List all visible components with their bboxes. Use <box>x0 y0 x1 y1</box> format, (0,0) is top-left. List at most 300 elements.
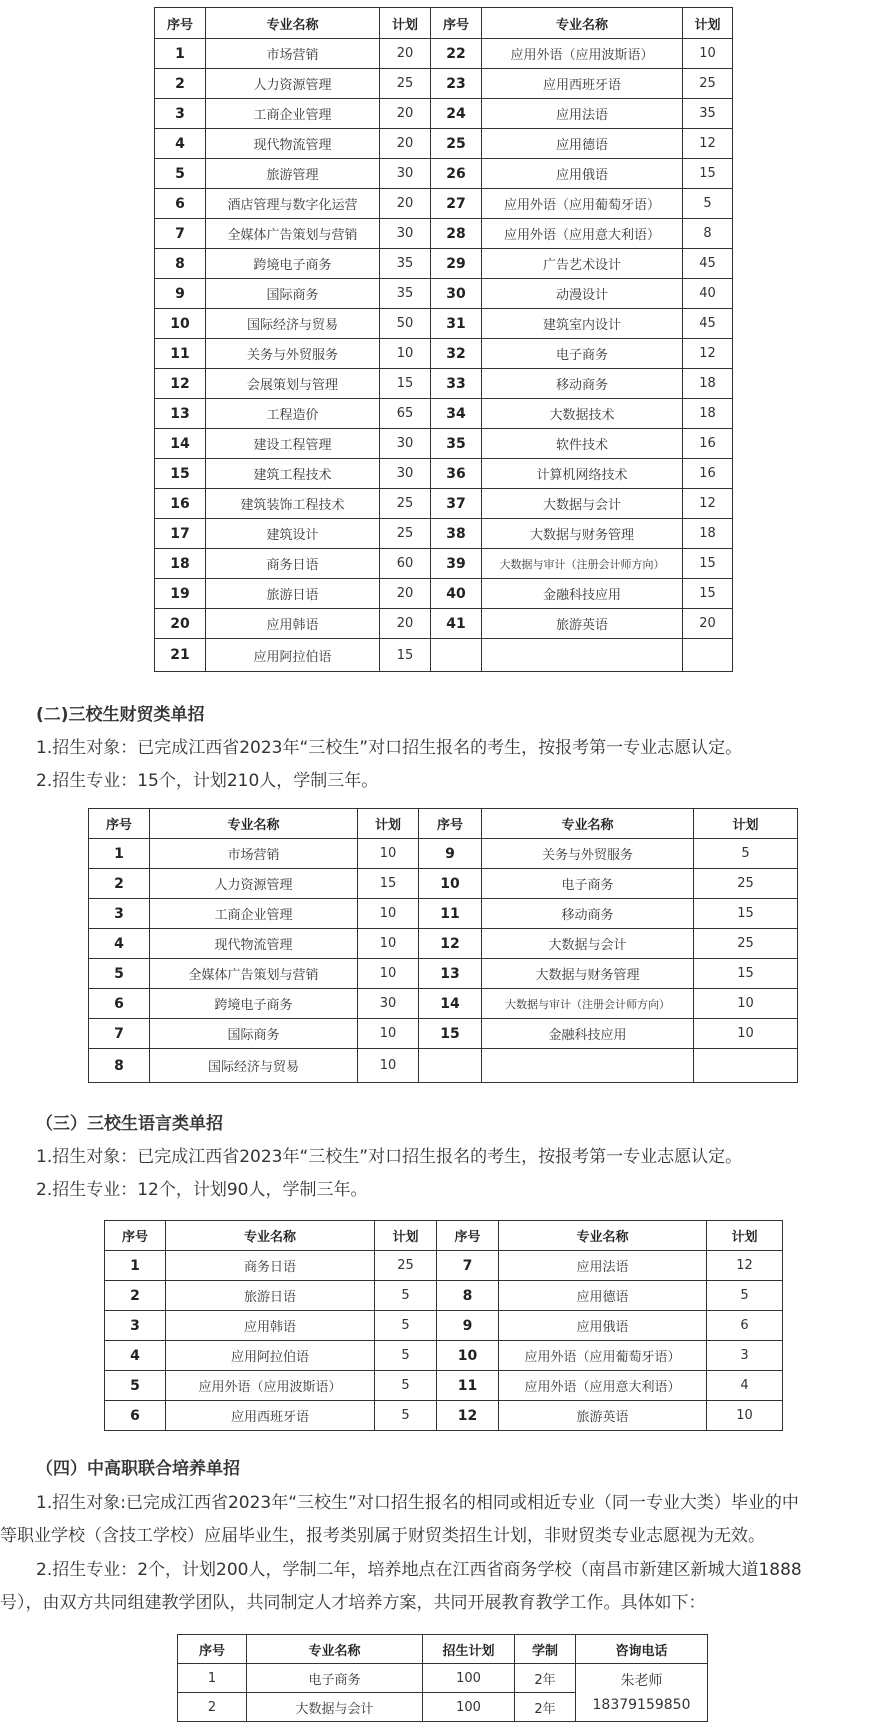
cell-plan: 12 <box>707 1251 783 1281</box>
cell-plan: 15 <box>380 369 431 399</box>
cell-seq: 14 <box>155 429 206 459</box>
table-header-row <box>178 1635 708 1664</box>
cell-plan: 5 <box>375 1401 437 1431</box>
header-seq: 序号 <box>419 809 482 839</box>
cell-plan: 10 <box>358 959 419 989</box>
cell-major: 旅游管理 <box>206 159 380 189</box>
table-row <box>89 839 798 869</box>
cell-plan: 5 <box>375 1341 437 1371</box>
section-3-line-1: 1.招生对象：已完成江西省2023年“三校生”对口招生报名的考生，按报考第一专业志愿认定。 <box>36 1147 743 1167</box>
cell-seq: 11 <box>155 339 206 369</box>
cell-major: 大数据与财务管理 <box>482 959 694 989</box>
table-row <box>155 489 733 519</box>
cell-major: 应用法语 <box>499 1251 707 1281</box>
table-row <box>155 399 733 429</box>
cell-seq: 9 <box>437 1311 499 1341</box>
cell-seq: 3 <box>105 1311 166 1341</box>
cell-seq: 22 <box>431 39 482 69</box>
header-plan: 计划 <box>380 8 431 39</box>
cell-seq: 4 <box>155 129 206 159</box>
cell-plan: 10 <box>358 1019 419 1049</box>
table-row <box>89 989 798 1019</box>
table-row <box>178 1664 708 1693</box>
cell-major: 大数据与审计（注册会计师方向） <box>482 549 683 579</box>
cell-major: 旅游英语 <box>499 1401 707 1431</box>
table-row <box>105 1281 783 1311</box>
cell-plan: 20 <box>380 609 431 639</box>
cell-major: 市场营销 <box>150 839 358 869</box>
cell-seq: 34 <box>431 399 482 429</box>
cell-plan: 25 <box>380 69 431 99</box>
cell-seq: 15 <box>155 459 206 489</box>
cell-seq: 5 <box>89 959 150 989</box>
cell-seq: 36 <box>431 459 482 489</box>
cell-major: 全媒体广告策划与营销 <box>150 959 358 989</box>
cell-seq: 14 <box>419 989 482 1019</box>
table-header-row <box>155 8 733 39</box>
cell-plan: 45 <box>683 249 733 279</box>
cell-seq: 6 <box>155 189 206 219</box>
cell-major <box>482 639 683 672</box>
table-header-row <box>105 1221 783 1251</box>
cell-seq: 2 <box>155 69 206 99</box>
cell-duration: 2年 <box>515 1693 576 1722</box>
cell-plan: 15 <box>694 959 798 989</box>
cell-plan: 6 <box>707 1311 783 1341</box>
cell-plan: 100 <box>423 1693 515 1722</box>
cell-major: 应用阿拉伯语 <box>166 1341 375 1371</box>
cell-seq: 1 <box>105 1251 166 1281</box>
cell-seq: 10 <box>419 869 482 899</box>
table3-body <box>105 1251 783 1431</box>
header-major: 专业名称 <box>482 809 694 839</box>
cell-major: 建筑设计 <box>206 519 380 549</box>
cell-plan: 16 <box>683 429 733 459</box>
cell-plan: 15 <box>683 579 733 609</box>
joint-program-table <box>177 1634 708 1722</box>
cell-seq: 8 <box>155 249 206 279</box>
cell-seq: 26 <box>431 159 482 189</box>
section-4-line-2: 等职业学校（含技工学校）应届毕业生，报考类别属于财贸类招生计划，非财贸类专业志愿视为无效。 <box>0 1526 765 1546</box>
table-row <box>155 219 733 249</box>
contact-cell <box>576 1664 708 1722</box>
cell-plan: 30 <box>380 219 431 249</box>
cell-major: 应用德语 <box>482 129 683 159</box>
cell-seq: 21 <box>155 639 206 672</box>
header-seq: 序号 <box>89 809 150 839</box>
cell-plan: 20 <box>380 189 431 219</box>
cell-major: 电子商务 <box>482 339 683 369</box>
cell-major: 国际经济与贸易 <box>150 1049 358 1083</box>
cell-major: 国际商务 <box>150 1019 358 1049</box>
table-row <box>155 69 733 99</box>
cell-plan: 35 <box>380 279 431 309</box>
header-major: 专业名称 <box>482 8 683 39</box>
cell-plan: 5 <box>683 189 733 219</box>
cell-plan: 15 <box>380 639 431 672</box>
cell-seq: 31 <box>431 309 482 339</box>
cell-plan: 20 <box>380 129 431 159</box>
majors-table-1 <box>154 7 733 672</box>
cell-plan: 30 <box>358 989 419 1019</box>
cell-plan: 40 <box>683 279 733 309</box>
cell-major: 建设工程管理 <box>206 429 380 459</box>
cell-seq: 2 <box>178 1693 247 1722</box>
cell-plan: 20 <box>380 579 431 609</box>
cell-plan: 30 <box>380 459 431 489</box>
cell-plan: 10 <box>694 1019 798 1049</box>
cell-plan: 5 <box>375 1311 437 1341</box>
cell-major: 大数据与会计 <box>247 1693 423 1722</box>
cell-seq: 37 <box>431 489 482 519</box>
cell-plan: 5 <box>707 1281 783 1311</box>
cell-seq: 12 <box>155 369 206 399</box>
header-major: 专业名称 <box>206 8 380 39</box>
table-row <box>105 1401 783 1431</box>
cell-major: 金融科技应用 <box>482 1019 694 1049</box>
table-row <box>155 429 733 459</box>
cell-plan: 18 <box>683 399 733 429</box>
table-row <box>89 1019 798 1049</box>
cell-major: 动漫设计 <box>482 279 683 309</box>
table-row <box>89 869 798 899</box>
cell-major: 建筑工程技术 <box>206 459 380 489</box>
cell-plan: 30 <box>380 429 431 459</box>
header-phone: 咨询电话 <box>576 1635 708 1664</box>
cell-seq: 12 <box>437 1401 499 1431</box>
cell-seq: 35 <box>431 429 482 459</box>
cell-plan: 15 <box>683 159 733 189</box>
cell-seq: 6 <box>105 1401 166 1431</box>
section-3-heading: （三）三校生语言类单招 <box>36 1114 223 1134</box>
cell-plan: 12 <box>683 489 733 519</box>
cell-seq: 7 <box>437 1251 499 1281</box>
cell-seq: 6 <box>89 989 150 1019</box>
cell-seq: 5 <box>105 1371 166 1401</box>
cell-seq: 13 <box>155 399 206 429</box>
cell-plan: 10 <box>380 339 431 369</box>
table-row <box>155 339 733 369</box>
cell-major: 电子商务 <box>482 869 694 899</box>
cell-major: 建筑室内设计 <box>482 309 683 339</box>
cell-major: 应用韩语 <box>166 1311 375 1341</box>
cell-seq: 20 <box>155 609 206 639</box>
table-row <box>89 959 798 989</box>
cell-seq: 4 <box>89 929 150 959</box>
cell-seq: 2 <box>89 869 150 899</box>
cell-plan: 50 <box>380 309 431 339</box>
cell-plan: 15 <box>683 549 733 579</box>
cell-seq: 2 <box>105 1281 166 1311</box>
cell-seq <box>419 1049 482 1083</box>
table-row <box>155 549 733 579</box>
cell-plan: 35 <box>380 249 431 279</box>
majors-table-2 <box>88 808 798 1083</box>
header-seq: 序号 <box>105 1221 166 1251</box>
cell-major: 国际商务 <box>206 279 380 309</box>
cell-seq: 4 <box>105 1341 166 1371</box>
table-row <box>155 129 733 159</box>
contact-name: 朱老师 <box>620 1672 663 1689</box>
table-row <box>155 609 733 639</box>
cell-major: 软件技术 <box>482 429 683 459</box>
cell-plan: 5 <box>375 1281 437 1311</box>
cell-major: 会展策划与管理 <box>206 369 380 399</box>
cell-plan: 18 <box>683 369 733 399</box>
cell-major: 旅游日语 <box>166 1281 375 1311</box>
cell-plan <box>683 639 733 672</box>
cell-seq: 7 <box>155 219 206 249</box>
header-seq: 序号 <box>178 1635 247 1664</box>
cell-seq: 25 <box>431 129 482 159</box>
cell-major: 应用外语（应用波斯语） <box>482 39 683 69</box>
cell-plan: 12 <box>683 339 733 369</box>
cell-plan: 25 <box>694 869 798 899</box>
cell-major: 应用俄语 <box>499 1311 707 1341</box>
table-row <box>155 309 733 339</box>
cell-major: 应用外语（应用波斯语） <box>166 1371 375 1401</box>
cell-major: 移动商务 <box>482 899 694 929</box>
cell-seq: 27 <box>431 189 482 219</box>
cell-seq: 30 <box>431 279 482 309</box>
cell-seq: 40 <box>431 579 482 609</box>
cell-seq: 38 <box>431 519 482 549</box>
table-row <box>155 369 733 399</box>
cell-major: 金融科技应用 <box>482 579 683 609</box>
cell-seq: 13 <box>419 959 482 989</box>
table-row <box>155 579 733 609</box>
cell-plan: 15 <box>694 899 798 929</box>
cell-major: 现代物流管理 <box>150 929 358 959</box>
cell-seq: 11 <box>419 899 482 929</box>
section-2-heading: (二)三校生财贸类单招 <box>36 705 205 725</box>
cell-major: 大数据与财务管理 <box>482 519 683 549</box>
cell-major: 工程造价 <box>206 399 380 429</box>
cell-duration: 2年 <box>515 1664 576 1693</box>
cell-seq: 1 <box>155 39 206 69</box>
header-major: 专业名称 <box>247 1635 423 1664</box>
cell-major: 商务日语 <box>166 1251 375 1281</box>
cell-seq: 11 <box>437 1371 499 1401</box>
table-row <box>105 1371 783 1401</box>
cell-seq: 19 <box>155 579 206 609</box>
cell-seq: 15 <box>419 1019 482 1049</box>
cell-seq: 18 <box>155 549 206 579</box>
header-seq: 序号 <box>155 8 206 39</box>
section-4-line-4: 号），由双方共同组建教学团队，共同制定人才培养方案，共同开展教育教学工作。具体如下： <box>0 1593 706 1613</box>
table-header-row <box>89 809 798 839</box>
cell-major: 国际经济与贸易 <box>206 309 380 339</box>
cell-major: 全媒体广告策划与营销 <box>206 219 380 249</box>
header-plan: 计划 <box>375 1221 437 1251</box>
contact-phone: 18379159850 <box>592 1696 691 1713</box>
cell-major: 应用外语（应用葡萄牙语） <box>499 1341 707 1371</box>
cell-seq: 32 <box>431 339 482 369</box>
cell-seq <box>431 639 482 672</box>
table-row <box>155 279 733 309</box>
cell-plan: 10 <box>358 839 419 869</box>
cell-seq: 17 <box>155 519 206 549</box>
cell-plan: 4 <box>707 1371 783 1401</box>
cell-plan: 3 <box>707 1341 783 1371</box>
cell-major: 关务与外贸服务 <box>206 339 380 369</box>
cell-seq: 3 <box>155 99 206 129</box>
section-3-line-2: 2.招生专业：12个，计划90人，学制三年。 <box>36 1180 368 1200</box>
cell-major: 应用俄语 <box>482 159 683 189</box>
table-row <box>105 1341 783 1371</box>
cell-major: 应用阿拉伯语 <box>206 639 380 672</box>
cell-plan: 30 <box>380 159 431 189</box>
cell-major: 应用外语（应用葡萄牙语） <box>482 189 683 219</box>
cell-major: 计算机网络技术 <box>482 459 683 489</box>
cell-plan: 10 <box>358 1049 419 1083</box>
cell-plan: 10 <box>707 1401 783 1431</box>
cell-plan: 100 <box>423 1664 515 1693</box>
cell-plan: 25 <box>380 519 431 549</box>
cell-major: 应用法语 <box>482 99 683 129</box>
cell-seq: 7 <box>89 1019 150 1049</box>
cell-major: 跨境电子商务 <box>150 989 358 1019</box>
header-seq: 序号 <box>431 8 482 39</box>
cell-seq: 1 <box>178 1664 247 1693</box>
cell-major: 广告艺术设计 <box>482 249 683 279</box>
cell-seq: 24 <box>431 99 482 129</box>
table-row <box>155 39 733 69</box>
header-seq: 序号 <box>437 1221 499 1251</box>
cell-seq: 1 <box>89 839 150 869</box>
table-row <box>155 159 733 189</box>
table-row <box>155 99 733 129</box>
table-row <box>105 1311 783 1341</box>
cell-seq: 29 <box>431 249 482 279</box>
cell-major: 市场营销 <box>206 39 380 69</box>
cell-seq: 3 <box>89 899 150 929</box>
cell-major: 酒店管理与数字化运营 <box>206 189 380 219</box>
cell-plan: 25 <box>375 1251 437 1281</box>
table-row <box>105 1251 783 1281</box>
cell-seq: 39 <box>431 549 482 579</box>
header-plan: 计划 <box>358 809 419 839</box>
cell-plan <box>694 1049 798 1083</box>
cell-major: 关务与外贸服务 <box>482 839 694 869</box>
table2-body <box>89 839 798 1083</box>
table-row <box>89 929 798 959</box>
cell-plan: 10 <box>683 39 733 69</box>
cell-seq: 23 <box>431 69 482 99</box>
cell-seq: 16 <box>155 489 206 519</box>
cell-plan: 5 <box>375 1371 437 1401</box>
header-plan: 计划 <box>683 8 733 39</box>
section-4-heading: （四）中高职联合培养单招 <box>36 1459 240 1479</box>
header-major: 专业名称 <box>166 1221 375 1251</box>
cell-major: 移动商务 <box>482 369 683 399</box>
cell-plan: 60 <box>380 549 431 579</box>
cell-plan: 35 <box>683 99 733 129</box>
section-4-line-1: 1.招生对象:已完成江西省2023年“三校生”对口招生报名的相同或相近专业（同一专业大类）毕业的中 <box>36 1493 799 1513</box>
header-plan: 招生计划 <box>423 1635 515 1664</box>
cell-seq: 10 <box>437 1341 499 1371</box>
cell-major: 人力资源管理 <box>206 69 380 99</box>
cell-major: 建筑装饰工程技术 <box>206 489 380 519</box>
cell-plan: 18 <box>683 519 733 549</box>
cell-plan: 10 <box>358 899 419 929</box>
table1-body <box>155 39 733 672</box>
table-row <box>89 1049 798 1083</box>
cell-plan: 65 <box>380 399 431 429</box>
header-plan: 计划 <box>707 1221 783 1251</box>
cell-seq: 33 <box>431 369 482 399</box>
cell-seq: 8 <box>437 1281 499 1311</box>
cell-seq: 28 <box>431 219 482 249</box>
cell-plan: 20 <box>380 99 431 129</box>
cell-seq: 9 <box>419 839 482 869</box>
cell-seq: 9 <box>155 279 206 309</box>
cell-plan: 25 <box>694 929 798 959</box>
cell-plan: 20 <box>380 39 431 69</box>
header-plan: 计划 <box>694 809 798 839</box>
cell-plan: 10 <box>694 989 798 1019</box>
header-major: 专业名称 <box>499 1221 707 1251</box>
cell-seq: 5 <box>155 159 206 189</box>
cell-major: 应用韩语 <box>206 609 380 639</box>
header-duration: 学制 <box>515 1635 576 1664</box>
cell-major: 工商企业管理 <box>150 899 358 929</box>
cell-plan: 20 <box>683 609 733 639</box>
cell-plan: 5 <box>694 839 798 869</box>
cell-major: 大数据技术 <box>482 399 683 429</box>
cell-major: 商务日语 <box>206 549 380 579</box>
cell-major: 工商企业管理 <box>206 99 380 129</box>
cell-plan: 25 <box>380 489 431 519</box>
table-row <box>155 639 733 672</box>
cell-major: 大数据与会计 <box>482 489 683 519</box>
cell-major: 跨境电子商务 <box>206 249 380 279</box>
cell-major: 应用德语 <box>499 1281 707 1311</box>
cell-major: 应用西班牙语 <box>482 69 683 99</box>
cell-plan: 12 <box>683 129 733 159</box>
cell-major <box>482 1049 694 1083</box>
cell-major: 大数据与审计（注册会计师方向） <box>482 989 694 1019</box>
majors-table-3 <box>104 1220 783 1431</box>
cell-plan: 45 <box>683 309 733 339</box>
header-major: 专业名称 <box>150 809 358 839</box>
section-2-line-1: 1.招生对象：已完成江西省2023年“三校生”对口招生报名的考生，按报考第一专业志愿认定。 <box>36 738 743 758</box>
cell-major: 应用外语（应用意大利语） <box>499 1371 707 1401</box>
cell-seq: 41 <box>431 609 482 639</box>
cell-major: 大数据与会计 <box>482 929 694 959</box>
section-4-line-3: 2.招生专业：2个，计划200人，学制二年，培养地点在江西省商务学校（南昌市新建区新城大道1888 <box>36 1560 802 1580</box>
cell-major: 应用西班牙语 <box>166 1401 375 1431</box>
cell-major: 旅游日语 <box>206 579 380 609</box>
table-row <box>155 189 733 219</box>
cell-seq: 8 <box>89 1049 150 1083</box>
table-row <box>155 459 733 489</box>
cell-major: 电子商务 <box>247 1664 423 1693</box>
cell-major: 旅游英语 <box>482 609 683 639</box>
cell-major: 人力资源管理 <box>150 869 358 899</box>
cell-major: 现代物流管理 <box>206 129 380 159</box>
table-row <box>155 519 733 549</box>
cell-seq: 12 <box>419 929 482 959</box>
cell-plan: 15 <box>358 869 419 899</box>
section-2-line-2: 2.招生专业：15个，计划210人，学制三年。 <box>36 771 379 791</box>
cell-plan: 25 <box>683 69 733 99</box>
cell-major: 应用外语（应用意大利语） <box>482 219 683 249</box>
cell-plan: 10 <box>358 929 419 959</box>
cell-seq: 10 <box>155 309 206 339</box>
table-row <box>155 249 733 279</box>
table-row <box>89 899 798 929</box>
